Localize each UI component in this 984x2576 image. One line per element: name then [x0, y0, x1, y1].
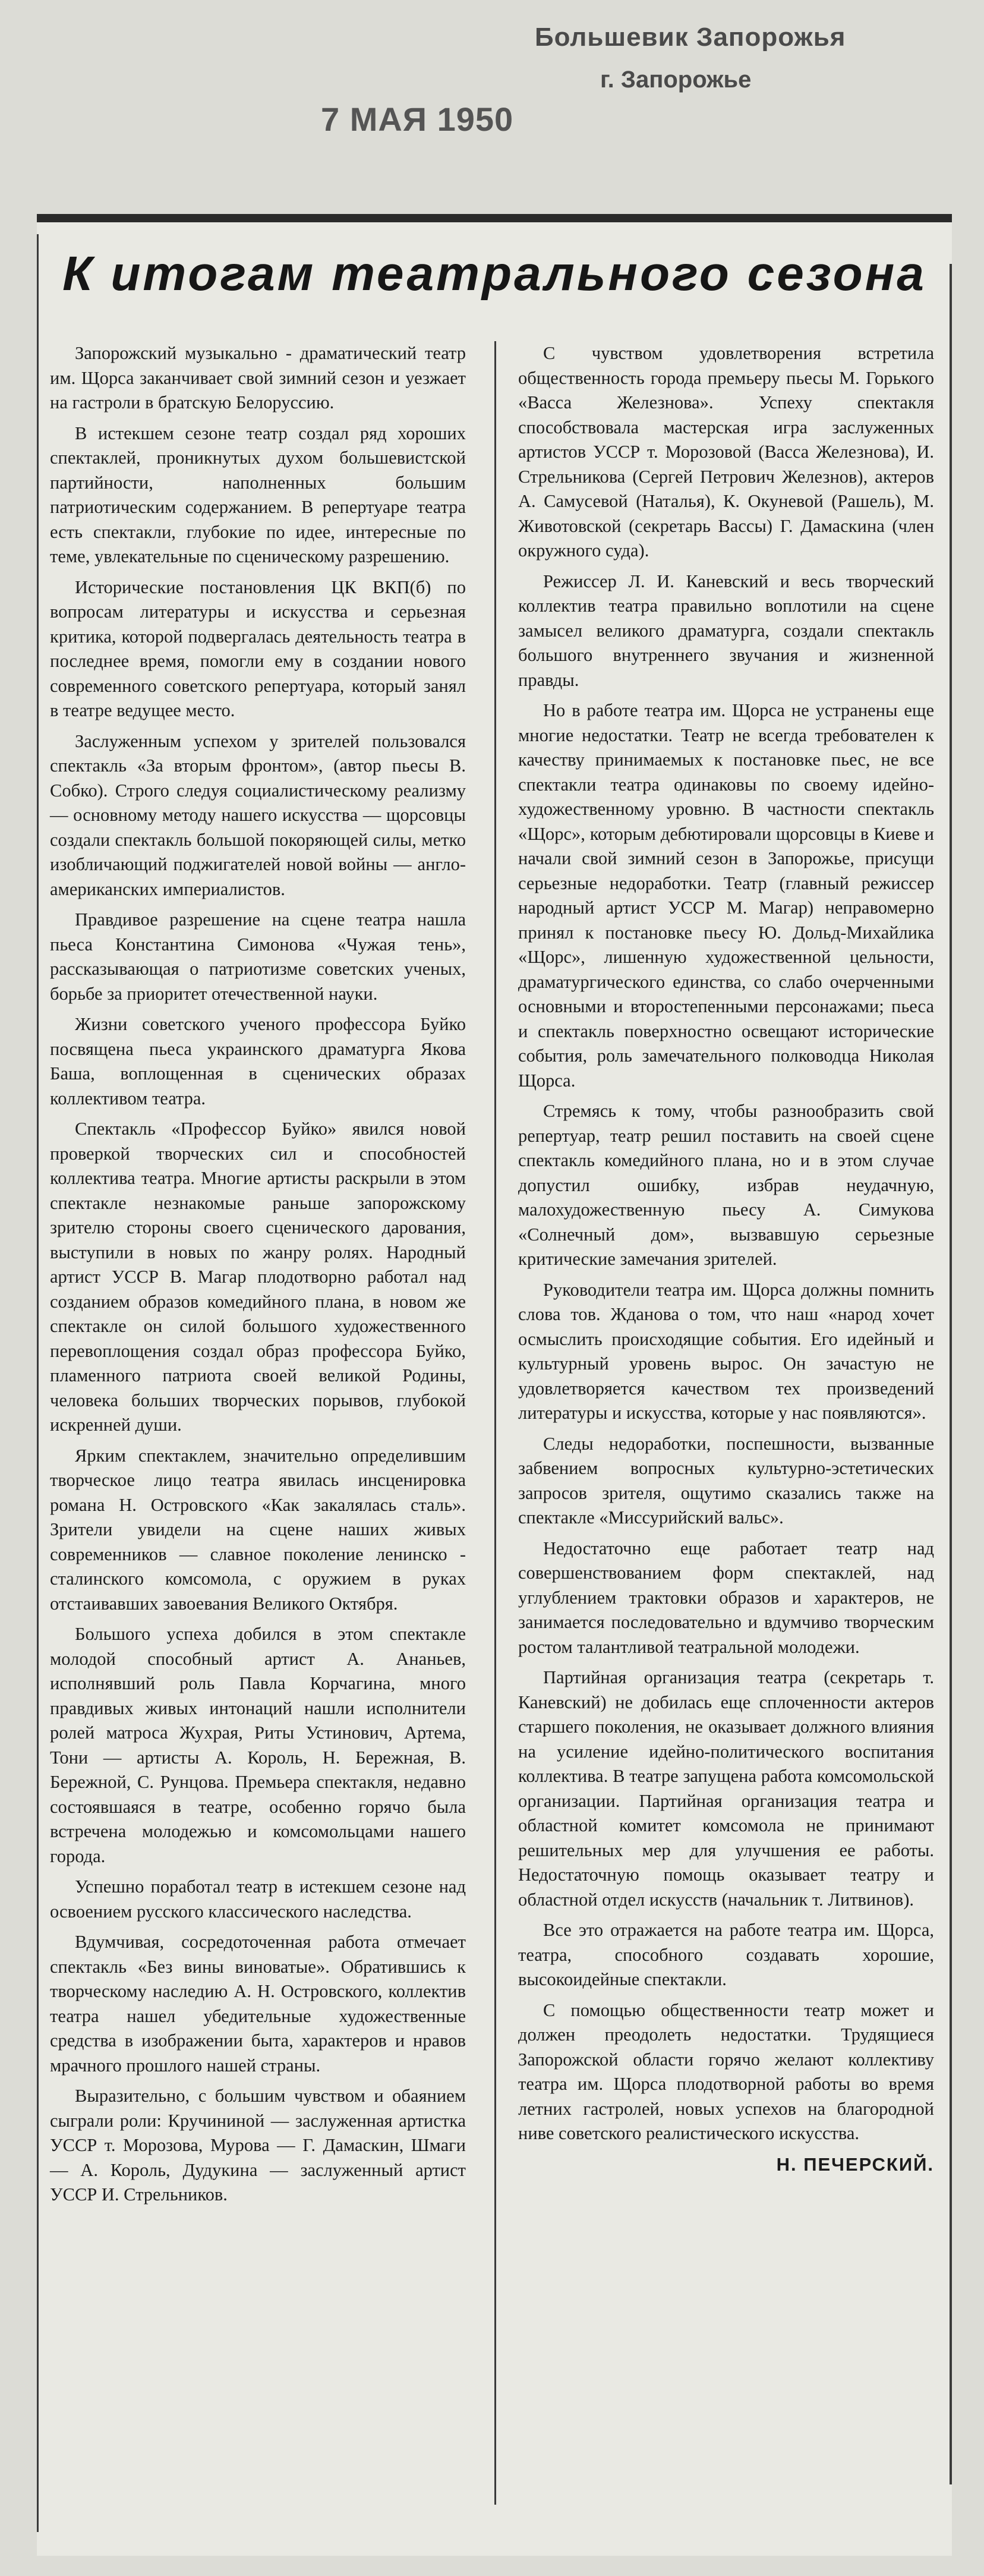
article-paragraph: Режиссер Л. И. Каневский и весь творческий коллектив театра правильно воплотили на сцене замысел великого драматурга, создали спектакль большого внутреннего звучания и жизненной правды. — [518, 571, 934, 690]
article-paragraph: Заслуженным успехом у зрителей пользовался спектакль «За вторым фронтом», (автор пьесы В. Собко). Строго следуя социалистическому реализму — основному методу нашего искусства — щорсовцы создали спектакль большой покоряющей силы, метко изобличающий поджигателей новой войны — англо-американских империалистов. — [50, 730, 466, 899]
article-paragraph: Недостаточно еще работает театр над совершенствованием форм спектаклей, над углублением трактовки образов и характеров, не занимается последовательно и вдумчиво творческим ростом талантливой театральной молодежи. — [518, 1538, 934, 1657]
article-paragraph: Ярким спектаклем, значительно определившим творческое лицо театра явилась инсценировка романа Н. Островского «Как закалялась сталь». Зрители увидели на сцене наших живых современников — славное поколение ленинско - сталинского комсомола, с оружием в руках отстаивавших завоевания Великого Октября. — [50, 1445, 466, 1614]
article-paragraph: Исторические постановления ЦК ВКП(б) по вопросам литературы и искусства и серьезная критика, которой подвергалась деятельность театра в последнее время, помогли ему в создании нового современного советского репертуара, который занял в театре ведущее место. — [50, 577, 466, 720]
date-stamp: 7 МАЯ 1950 — [321, 100, 514, 138]
article-paragraph: С чувством удовлетворения встретила общественность города премьеру пьесы М. Горького «Васса Железнова». Успеху спектакля способствовала мастерская игра заслуженных артистов УССР т. Морозовой (Васса Железнова), И. Стрельникова (Сергей Петрович Железнов), актеров А. Самусевой (Наталья), К. Окуневой (Рашель), М. Животовской (секретарь Вассы) Г. Дамаскина (член окружного суда). — [518, 343, 934, 560]
city-stamp: г. Запорожье — [600, 67, 752, 93]
article-headline: К итогам театрального сезона — [62, 247, 926, 301]
article-paragraph: В истекшем сезоне театр создал ряд хороших спектаклей, проникнутых духом большевистской партийности, наполненных большим патриотическим содержанием. В репертуаре театра есть спектакли, глубокие по идее, интересные по теме, увлекательные по сценическому разрешению. — [50, 423, 466, 566]
article-left-column — [50, 341, 466, 2213]
newspaper-name-stamp: Большевик Запорожья — [535, 23, 846, 52]
article-paragraph: Партийная организация театра (секретарь т. Каневский) не добилась еще сплоченности актеров старшего поколения, не оказывает должного влияния на усиление идейно-политического воспитания коллектива. В театре запущена работа комсомольской организации. Партийная организация театра и областной комитет комсомола не принимают решительных мер для улучшения ее работы. Недостаточную помощь оказывает театру и областной отдел искусств (начальник т. Литвинов). — [518, 1667, 934, 1910]
article-paragraph: Но в работе театра им. Щорса не устранены еще многие недостатки. Театр не всегда требователен к качеству принимаемых к постановке пьес, не все спектакли театра одинаковы по своему идейно-художественному уровню. В частности спектакль «Щорс», которым дебютировали щорсовцы в Киеве и начали свой зимний сезон в Запорожье, присущи серьезные недоработки. Театр (главный режиссер народный артист УССР М. Магар) неправомерно принял к постановке пьесу Ю. Дольд-Михайлика «Щорс», лишенную художественной цельности, драматургического единства, со слабо очерченными основными и второстепенными персонажами; пьеса и спектакль поверхностно освещают исторические события, роль замечательного полководца Николая Щорса. — [518, 700, 934, 1091]
article-right-column — [518, 341, 934, 2177]
article-paragraph: Стремясь к тому, чтобы разнообразить свой репертуар, театр решил поставить на своей сцене спектакль комедийного плана, но и в этом случае допустил ошибку, избрав неудачную, малохудожественную пьесу А. Симукова «Солнечный дом», вызвавшую серьезные критические замечания зрителей. — [518, 1101, 934, 1269]
article-paragraph: С помощью общественности театр может и должен преодолеть недостатки. Трудящиеся Запорожской области горячо желают коллективу театра им. Щорса плодотворной работы во время летних гастролей, новых успехов на благородной ниве советского реалистического искусства. — [518, 1999, 934, 2143]
article-paragraph: Правдивое разрешение на сцене театра нашла пьеса Константина Симонова «Чужая тень», рассказывающая о патриотизме советских ученых, борьбе за приоритет отечественной науки. — [50, 909, 466, 1004]
newspaper-clipping — [37, 214, 952, 2556]
article-paragraph: Запорожский музыкально - драматический театр им. Щорса заканчивает свой зимний сезон и уезжает на гастроли в братскую Белоруссию. — [50, 343, 466, 412]
article-paragraph: Успешно поработал театр в истекшем сезоне над освоением русского классического наследства. — [50, 1876, 466, 1922]
article-paragraph: Жизни советского ученого профессора Буйко посвящена пьеса украинского драматурга Якова Баша, воплощенная в сценических образах коллективом театра. — [50, 1014, 466, 1109]
clipping-right-border — [950, 264, 952, 2484]
article-paragraph: Все это отражается на работе театра им. Щорса, театра, способного создавать хорошие, высокоидейные спектакли. — [518, 1920, 934, 1989]
article-paragraph: Вдумчивая, сосредоточенная работа отмечает спектакль «Без вины виноватые». Обратившись к творческому наследию А. Н. Островского, коллектив театра нашел убедительные художественные средства в изображении быта, характеров и нравов мрачного прошлого нашей страны. — [50, 1932, 466, 2076]
author-signature: Н. ПЕЧЕРСКИЙ. — [776, 2153, 934, 2175]
column-divider — [494, 341, 496, 2505]
article-paragraph: Спектакль «Профессор Буйко» явился новой проверкой творческих сил и способностей коллектива театра. Многие артисты раскрыли в этом спектакле незнакомые раньше запорожскому зрителю стороны своего сценического дарования, выступили в новых по жанру ролях. Народный артист УССР В. Магар плодотворно работал над созданием образов комедийного плана, в новом же спектакле он силой большого художественного перевоплощения создал образ профессора Буйко, пламенного патриота своей великой Родины, человека больших творческих порывов, глубокой искренней души. — [50, 1119, 466, 1435]
clipping-left-border — [37, 234, 39, 2532]
article-paragraph: Руководители театра им. Щорса должны помнить слова тов. Жданова о том, что наш «народ хочет осмыслить происходящие события. Его идейный и культурный уровень вырос. Он зачастую не удовлетворяется качеством тех произведений литературы и искусства, которые у нас появляются». — [518, 1279, 934, 1423]
article-paragraph: Следы недоработки, поспешности, вызванные забвением вопросных культурно-эстетических запросов зрителя, ощутимо сказались также на спектакле «Миссурийский вальс». — [518, 1433, 934, 1528]
article-paragraph: Большого успеха добился в этом спектакле молодой способный артист А. Ананьев, исполнявший роль Павла Корчагина, много правдивых живых интонаций нашли исполнители ролей матроса Жухрая, Риты Устинович, Артема, Тони — артисты А. Король, Н. Бережная, В. Бережной, С. Рунцова. Премьера спектакля, недавно состоявшаяся в театре, особенно горячо была встречена молодежью и комсомольцами нашего города. — [50, 1624, 466, 1866]
article-paragraph: Выразительно, с большим чувством и обаянием сыграли роли: Кручининой — заслуженная артистка УССР т. Морозова, Мурова — Г. Дамаскин, Шмаги — А. Король, Дудукина — заслуженный артист УССР И. Стрельников. — [50, 2086, 466, 2205]
